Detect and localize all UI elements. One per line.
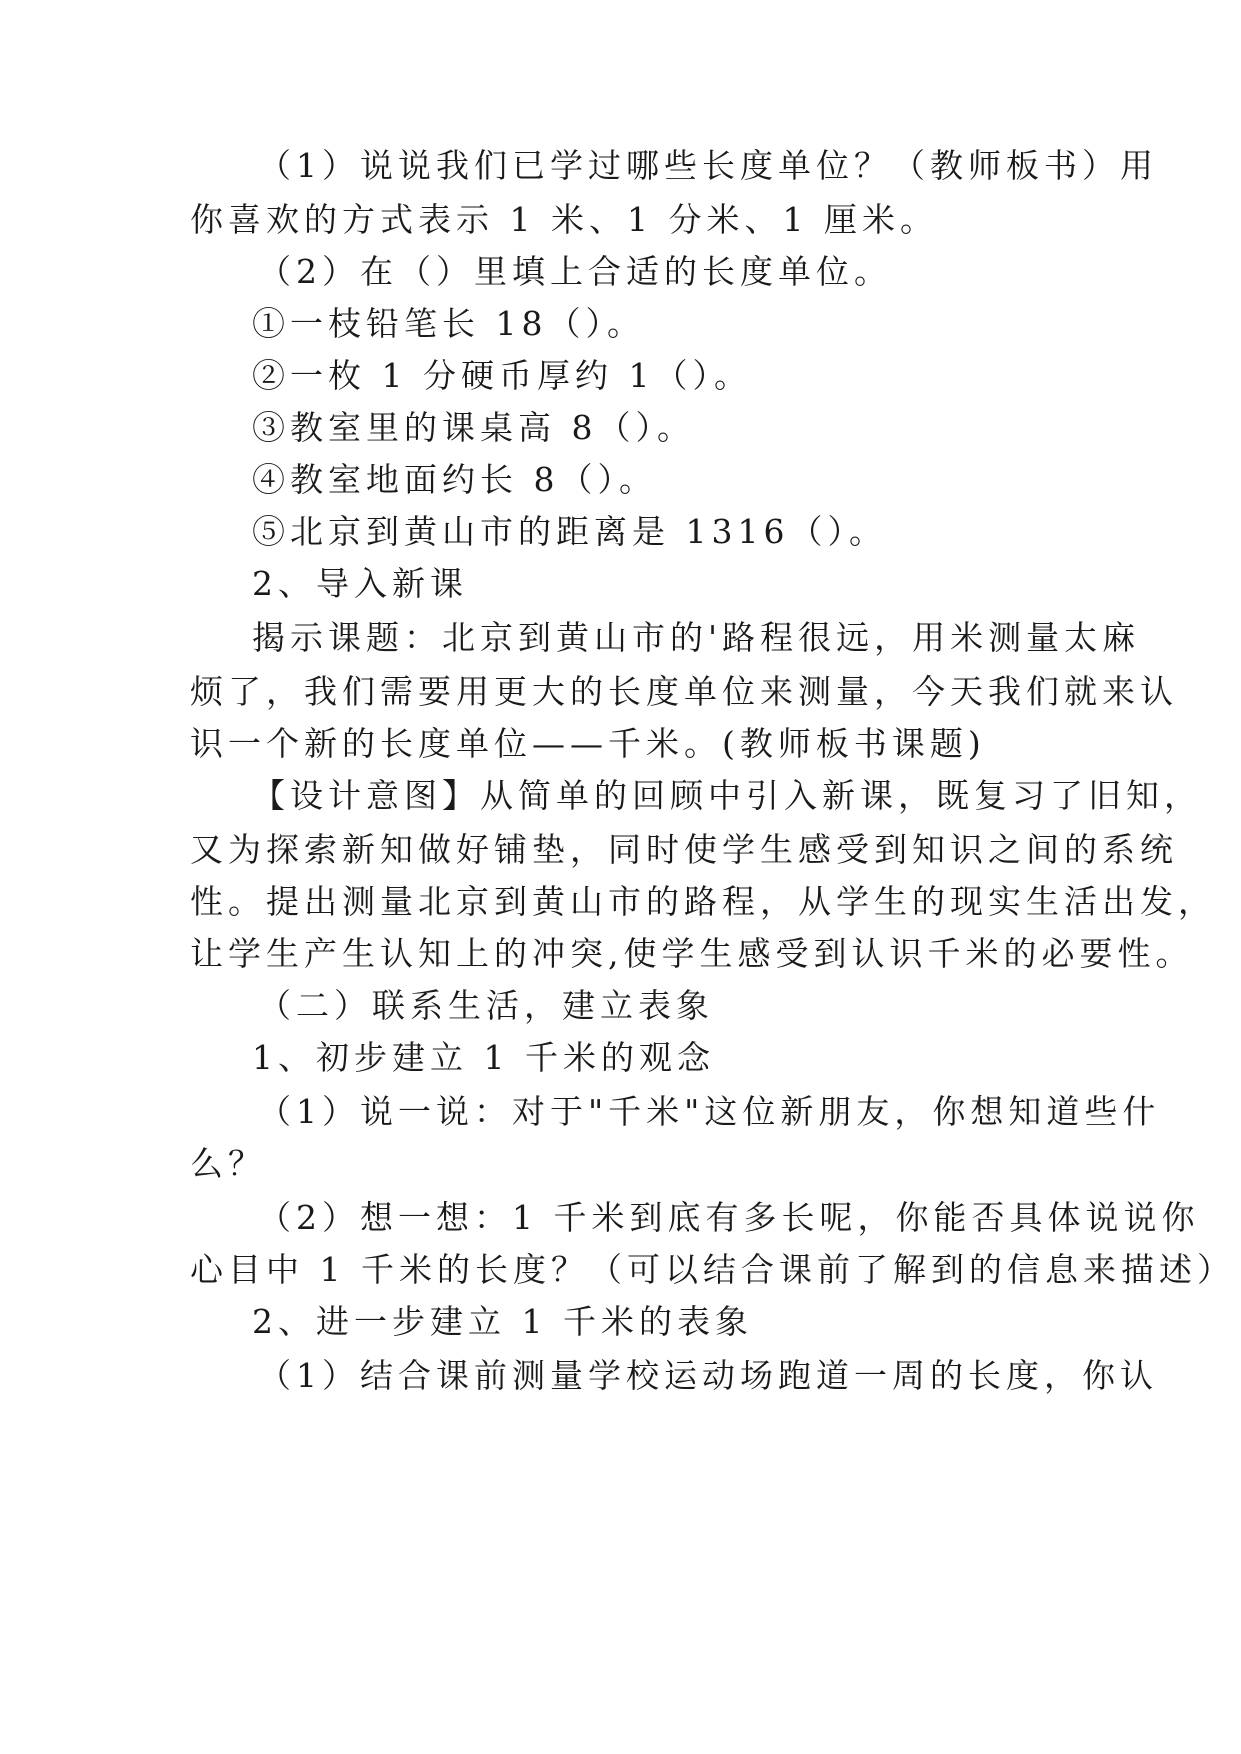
text-line-2: 你喜欢的方式表示 1 米、1 分米、1 厘米。 [190, 200, 938, 239]
text-line-12: 识一个新的长度单位——千米。(教师板书课题) [190, 724, 986, 763]
text-line-10: 揭示课题：北京到黄山市的'路程很远，用米测量太麻 [252, 618, 1141, 657]
text-line-19: （1）说一说：对于"千米"这位新朋友，你想知道些什 [258, 1092, 1161, 1131]
text-line-5: ②一枚 1 分硬币厚约 1（）。 [252, 356, 752, 395]
text-line-15: 性。提出测量北京到黄山市的路程，从学生的现实生活出发， [190, 882, 1216, 921]
text-line-4: ①一枝铅笔长 18（）。 [252, 304, 645, 343]
text-line-20: 么？ [190, 1144, 266, 1183]
text-line-7: ④教室地面约长 8（）。 [252, 460, 657, 499]
text-line-14: 又为探索新知做好铺垫，同时使学生感受到知识之间的系统 [190, 830, 1178, 869]
text-line-13: 【设计意图】从简单的回顾中引入新课，既复习了旧知， [252, 776, 1202, 815]
text-line-23: 2、进一步建立 1 千米的表象 [252, 1302, 753, 1341]
text-line-21: （2）想一想：1 千米到底有多长呢，你能否具体说说你 [258, 1198, 1200, 1237]
text-line-11: 烦了，我们需要用更大的长度单位来测量，今天我们就来认 [190, 672, 1178, 711]
text-line-3: （2）在（）里填上合适的长度单位。 [258, 252, 892, 291]
text-line-9: 2、导入新课 [252, 564, 468, 603]
text-line-1: （1）说说我们已学过哪些长度单位？（教师板书）用 [258, 146, 1158, 185]
text-line-24: （1）结合课前测量学校运动场跑道一周的长度，你认 [258, 1356, 1158, 1395]
text-line-22: 心目中 1 千米的长度？（可以结合课前了解到的信息来描述） [190, 1250, 1235, 1289]
text-line-6: ③教室里的课桌高 8（）。 [252, 408, 695, 447]
text-line-18: 1、初步建立 1 千米的观念 [252, 1038, 715, 1077]
text-line-17: （二）联系生活，建立表象 [258, 986, 714, 1025]
text-line-16: 让学生产生认知上的冲突,使学生感受到认识千米的必要性。 [190, 934, 1194, 973]
text-line-8: ⑤北京到黄山市的距离是 1316（）。 [252, 512, 887, 551]
